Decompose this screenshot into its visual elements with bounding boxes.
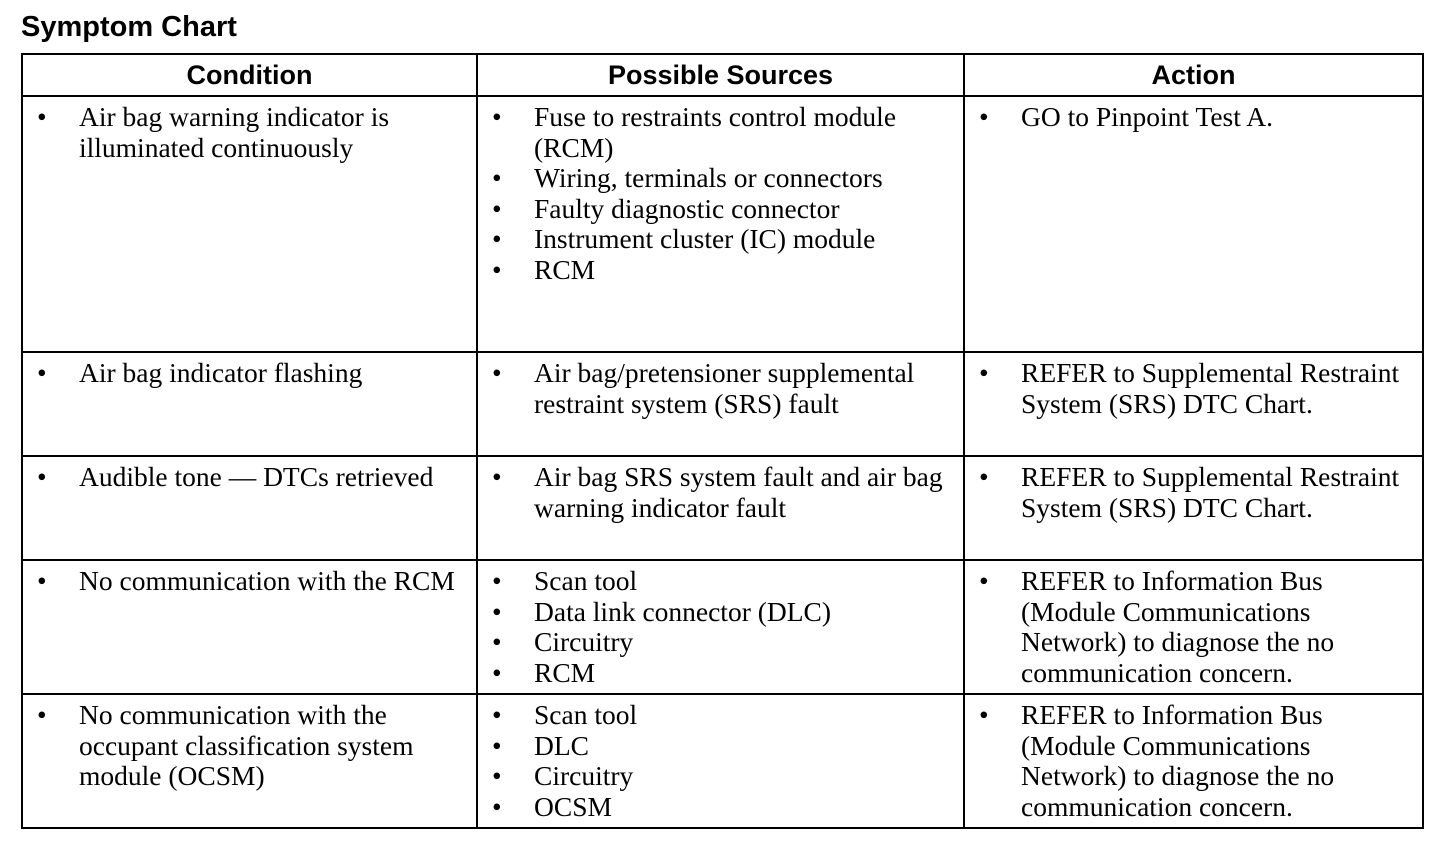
source-item: • DLC [478, 731, 955, 762]
condition-cell [22, 96, 477, 352]
condition-text: • No communication with the RCM [23, 566, 468, 597]
table-row [22, 694, 1423, 828]
condition-text: • No communication with the occupant classification system module (OCSM) [23, 700, 468, 792]
source-item: • Air bag SRS system fault and air bag warning indicator fault [478, 462, 955, 523]
source-item: • Faulty diagnostic connector [478, 194, 955, 225]
condition-cell [22, 352, 477, 456]
source-item: • Instrument cluster (IC) module [478, 224, 955, 255]
sources-cell [477, 560, 964, 694]
sources-cell [477, 96, 964, 352]
action-text: • REFER to Supplemental Restraint System (SRS) DTC Chart. [965, 462, 1414, 523]
source-item: • RCM [478, 658, 955, 689]
table-row [22, 352, 1423, 456]
source-item: • Circuitry [478, 627, 955, 658]
symptom-table [21, 53, 1424, 829]
source-item: • OCSM [478, 792, 955, 823]
action-header: Action [964, 54, 1423, 96]
condition-cell [22, 694, 477, 828]
sources-header: Possible Sources [477, 54, 964, 96]
condition-text: • Audible tone — DTCs retrieved [23, 462, 468, 493]
action-text: • GO to Pinpoint Test A. [965, 102, 1414, 133]
condition-cell [22, 560, 477, 694]
table-row [22, 456, 1423, 560]
source-item: • Scan tool [478, 566, 955, 597]
action-text: • REFER to Supplemental Restraint System (SRS) DTC Chart. [965, 358, 1414, 419]
action-text: • REFER to Information Bus (Module Communications Network) to diagnose the no communication concern. [965, 700, 1414, 822]
source-item: • RCM [478, 255, 955, 286]
condition-text: • Air bag indicator flashing [23, 358, 468, 389]
source-item: • Scan tool [478, 700, 955, 731]
action-cell [964, 560, 1423, 694]
source-item: • Fuse to restraints control module (RCM) [478, 102, 955, 163]
condition-cell [22, 456, 477, 560]
sources-cell [477, 456, 964, 560]
sources-cell [477, 694, 964, 828]
action-cell [964, 694, 1423, 828]
condition-text: • Air bag warning indicator is illuminated continuously [23, 102, 468, 163]
header-row [22, 54, 1423, 96]
action-cell [964, 352, 1423, 456]
condition-header: Condition [22, 54, 477, 96]
table-row [22, 96, 1423, 352]
table-row [22, 560, 1423, 694]
source-item: • Circuitry [478, 761, 955, 792]
sources-cell [477, 352, 964, 456]
action-cell [964, 456, 1423, 560]
source-item: • Air bag/pretensioner supplemental restraint system (SRS) fault [478, 358, 955, 419]
action-text: • REFER to Information Bus (Module Communications Network) to diagnose the no communication concern. [965, 566, 1414, 688]
page-title: Symptom Chart [21, 11, 237, 43]
action-cell [964, 96, 1423, 352]
source-item: • Data link connector (DLC) [478, 597, 955, 628]
source-item: • Wiring, terminals or connectors [478, 163, 955, 194]
